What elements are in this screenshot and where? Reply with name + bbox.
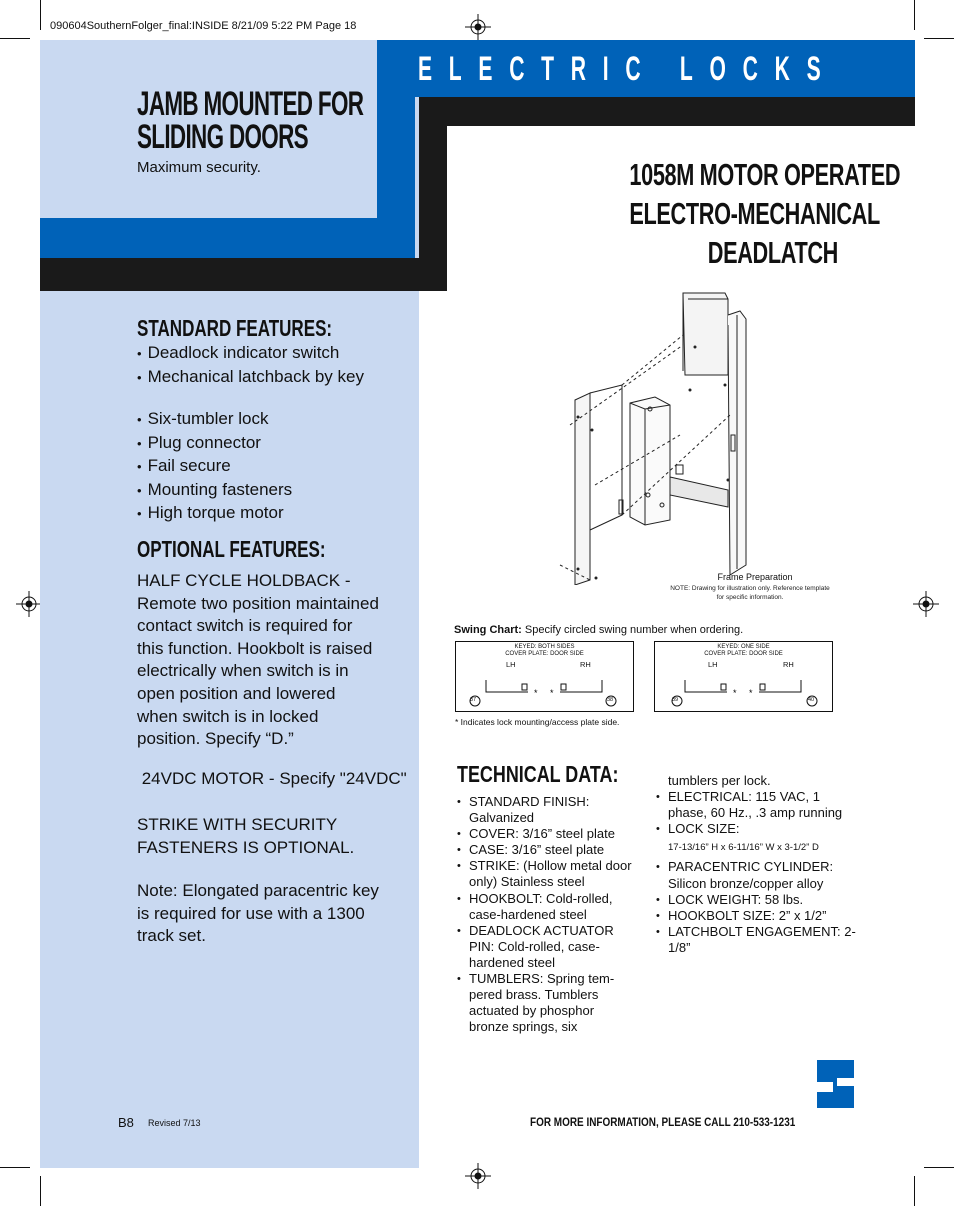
crop-mark xyxy=(40,1176,41,1206)
black-bar xyxy=(419,97,915,126)
swing-number: 40 xyxy=(808,697,815,703)
swing-chart-label-text: Specify circled swing number when ordering. xyxy=(521,624,744,636)
list-item: • DEADLOCK ACTUATOR PIN: Cold-rolled, case-hardened steel xyxy=(457,923,637,971)
product-title-line: ELECTRO-MECHANICAL xyxy=(629,196,880,231)
list-item: tumblers per lock. xyxy=(668,773,771,788)
technical-data-heading: TECHNICAL DATA: xyxy=(457,761,619,787)
swing-diagram-subtitle: COVER PLATE: DOOR SIDE xyxy=(704,651,783,657)
list-item: • HOOKBOLT: Cold-rolled, case-hardened steel xyxy=(457,891,637,923)
svg-text:*: * xyxy=(733,688,737,698)
list-item: • LOCK WEIGHT: 58 lbs. xyxy=(656,892,856,908)
swing-rh-label: RH xyxy=(580,660,591,669)
heading-line: JAMB MOUNTED FOR xyxy=(137,85,364,123)
list-item: • High torque motor xyxy=(137,502,292,526)
crop-mark xyxy=(914,0,915,30)
list-item: • ELECTRICAL: 115 VAC, 1 phase, 60 Hz., .3 amp running xyxy=(656,789,856,821)
figure-note-line: for specific information. xyxy=(716,594,784,601)
contact-line: FOR MORE INFORMATION, PLEASE CALL 210-533-1231 xyxy=(530,1115,796,1129)
swing-note: * Indicates lock mounting/access plate side. xyxy=(455,717,620,727)
optional-feature-text: STRIKE WITH SECURITY FASTENERS IS OPTIONAL. xyxy=(137,815,355,857)
swing-diagram-title: KEYED: ONE SIDE xyxy=(717,644,770,650)
swing-lh-label: LH xyxy=(708,660,718,669)
registration-mark-icon xyxy=(913,591,939,617)
black-bar xyxy=(40,258,447,291)
standard-features-list xyxy=(137,342,364,389)
swing-chart-label-bold: Swing Chart: xyxy=(454,624,522,636)
swing-lh-label: LH xyxy=(506,660,516,669)
figure-caption: Frame Preparation xyxy=(717,572,793,582)
technical-data-list xyxy=(457,794,637,1035)
list-item: • PARACENTRIC CYLINDER: xyxy=(656,859,856,875)
optional-feature-text: 24VDC MOTOR - Specify "24VDC" xyxy=(137,769,407,788)
list-item: • CASE: 3/16” steel plate xyxy=(457,842,637,858)
svg-text:*: * xyxy=(749,688,753,698)
registration-mark-icon xyxy=(16,591,42,617)
swing-diagram-subtitle: COVER PLATE: DOOR SIDE xyxy=(505,651,584,657)
product-title-line: DEADLATCH xyxy=(707,235,838,270)
optional-feature-text: HALF CYCLE HOLDBACK - Remote two position maintained contact switch is required for this function. Hookbolt is raised electrically when switch is in open position and lowered when switch is in locked position. Specify “D.” xyxy=(137,571,379,749)
swing-drawing xyxy=(456,670,633,710)
revision-date: Revised 7/13 xyxy=(148,1118,201,1128)
page-heading xyxy=(137,85,364,156)
crop-mark xyxy=(0,1167,30,1168)
subtitle: Maximum security. xyxy=(137,159,261,176)
crop-mark xyxy=(40,0,41,30)
figure-note-line: NOTE: Drawing for illustration only. Reference template xyxy=(670,585,830,592)
list-item: • LATCHBOLT ENGAGEMENT: 2-1/8” xyxy=(656,924,856,956)
list-item: • STANDARD FINISH: Galvanized xyxy=(457,794,637,826)
list-item: • HOOKBOLT SIZE: 2” x 1/2” xyxy=(656,908,856,924)
banner-title: ELECTRIC LOCKS xyxy=(418,50,838,88)
list-item: Silicon bronze/copper alloy xyxy=(668,875,824,891)
svg-text:*: * xyxy=(550,688,554,698)
technical-data-list xyxy=(656,773,856,956)
swing-number: 37 xyxy=(470,697,477,703)
swing-number: 38 xyxy=(607,697,614,703)
heading-line: SLIDING DOORS xyxy=(137,118,308,156)
list-item: • Fail secure xyxy=(137,455,292,479)
svg-text:*: * xyxy=(534,688,538,698)
crop-mark xyxy=(924,1167,954,1168)
list-item: 17-13/16” H x 6-11/16” W x 3-1/2” D xyxy=(668,842,819,854)
print-slug: 090604SouthernFolger_final:INSIDE 8/21/09 5:22 PM Page 18 xyxy=(50,20,357,32)
swing-diagram-title: KEYED: BOTH SIDES xyxy=(514,644,575,650)
standard-features-heading: STANDARD FEATURES: xyxy=(137,315,333,341)
frame-preparation-drawing xyxy=(550,285,770,585)
page-number: B8 xyxy=(118,1115,134,1130)
list-item: • Six-tumbler lock xyxy=(137,408,292,432)
optional-feature-text: Note: Elongated paracentric key is required for use with a 1300 track set. xyxy=(137,881,379,946)
list-item: • Deadlock indicator switch xyxy=(137,342,364,366)
crop-mark xyxy=(924,38,954,39)
list-item: • Plug connector xyxy=(137,432,292,456)
product-title-line: 1058M MOTOR OPERATED xyxy=(629,157,901,192)
standard-features-list xyxy=(137,408,292,526)
registration-mark-icon xyxy=(465,14,491,40)
blue-bar xyxy=(40,218,415,258)
list-item: • COVER: 3/16” steel plate xyxy=(457,826,637,842)
list-item: • LOCK SIZE: xyxy=(656,821,856,837)
swing-chart-label xyxy=(454,624,743,636)
registration-mark-icon xyxy=(465,1163,491,1189)
list-item: • Mounting fasteners xyxy=(137,479,292,503)
swing-rh-label: RH xyxy=(783,660,794,669)
company-logo xyxy=(813,1058,856,1110)
optional-features-heading: OPTIONAL FEATURES: xyxy=(137,536,326,562)
figure-note xyxy=(650,584,850,602)
swing-drawing xyxy=(655,670,832,710)
list-item: • Mechanical latchback by key xyxy=(137,366,364,390)
list-item: • STRIKE: (Hollow metal door only) Stainless steel xyxy=(457,858,637,890)
swing-number: 39 xyxy=(672,697,679,703)
crop-mark xyxy=(914,1176,915,1206)
swing-diagram-both-sides xyxy=(455,641,634,712)
crop-mark xyxy=(0,38,30,39)
list-item: • TUMBLERS: Spring tem-pered brass. Tumblers actuated by phosphor bronze springs, six xyxy=(457,971,637,1035)
product-title xyxy=(629,155,901,272)
swing-diagram-one-side xyxy=(654,641,833,712)
